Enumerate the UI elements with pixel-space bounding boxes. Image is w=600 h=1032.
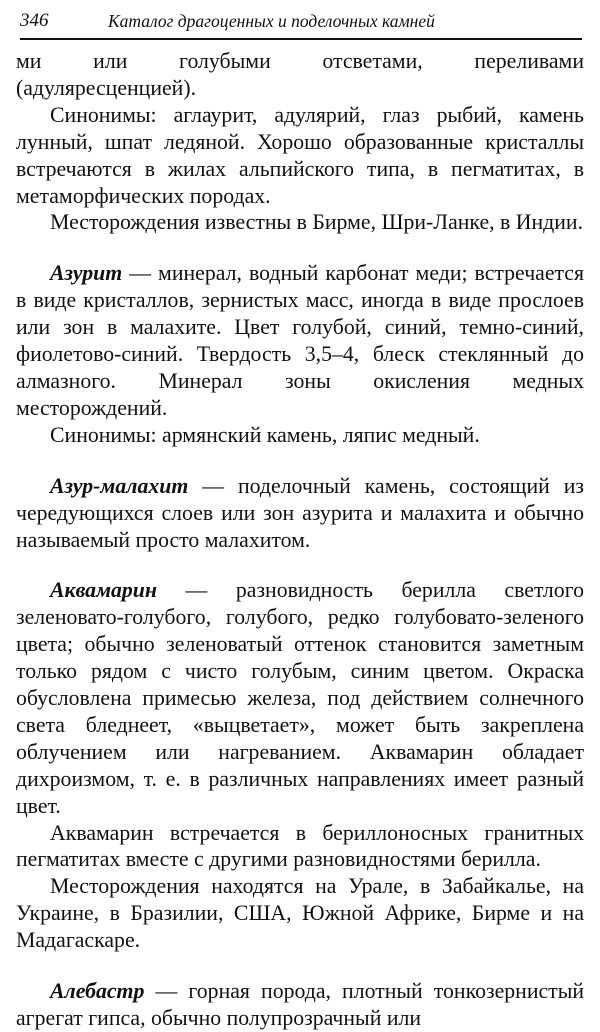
definition-azur-malachite: — поделочный камень, состоящий из чередующихся слоев или зон азурита и малахита и обычно называемый просто малахитом. <box>16 473 584 552</box>
term-aquamarine: Аквамарин <box>50 578 158 603</box>
definition-alabaster: — горная порода, плотный тонкозернистый агрегат гипса, обычно полупрозрачный или <box>16 979 584 1030</box>
paragraph-deposits-aquamarine: Месторождения находятся на Урале, в Забайкалье, на Украине, в Бразилии, США, Южной Африке, Бирме и на Мадагаскаре. <box>16 874 584 953</box>
page-number: 346 <box>20 10 49 31</box>
book-page <box>14 0 586 1030</box>
entry-aquamarine <box>16 577 584 819</box>
paragraph-synonyms-azurite: Синонимы: армянский камень, ляпис медный. <box>50 422 480 447</box>
paragraph-deposits-moonstone: Месторождения известны в Бирме, Шри-Ланке, в Индии. <box>50 210 584 235</box>
page-body <box>16 48 584 1032</box>
term-azurite: Азурит <box>50 261 123 286</box>
running-title: Каталог драгоценных и поделочных камней <box>108 11 435 31</box>
entry-azurite <box>16 260 584 421</box>
page-header <box>20 10 582 40</box>
entry-alabaster <box>16 978 584 1032</box>
paragraph-continuation: ми или голубыми отсветами, переливами (адуляресценцией). <box>16 49 584 100</box>
term-azur-malachite: Азур-малахит <box>50 473 189 498</box>
paragraph-synonyms-moonstone: Синонимы: аглаурит, адулярий, глаз рыбий, камень лунный, шпат ледяной. Хорошо образованные кристаллы встречаются в жилах альпийского типа, в пегматитах, в метаморфических породах. <box>16 102 584 208</box>
term-alabaster: Алебастр <box>50 979 145 1004</box>
entry-azur-malachite <box>16 473 584 554</box>
definition-aquamarine: — разновидность берилла светлого зеленовато-голубого, голубого, редко голубовато-зеленого цвета; обычно зеленоватый оттенок становится заметным только рядом с чисто голубым, синим цветом. Окраска обусловлена примесью железа, под действием солнечного света бледнеет, «выцветает», может быть закреплена облучением или нагреванием. Аквамарин обладает дихроизмом, т. е. в различных направлениях имеет разный цвет. <box>16 578 584 818</box>
paragraph-occurrence-aquamarine: Аквамарин встречается в бериллоносных гранитных пегматитах вместе с другими разновидностями берилла. <box>16 820 584 872</box>
definition-azurite: — минерал, водный карбонат меди; встречается в виде кристаллов, зернистых масс, иногда в виде прослоев или зон в малахите. Цвет голубой, синий, темно-синий, фиолетово-синий. Твердость 3,5–4, блеск стеклянный до алмазного. Минерал зоны окисления медных месторождений. <box>16 261 584 420</box>
